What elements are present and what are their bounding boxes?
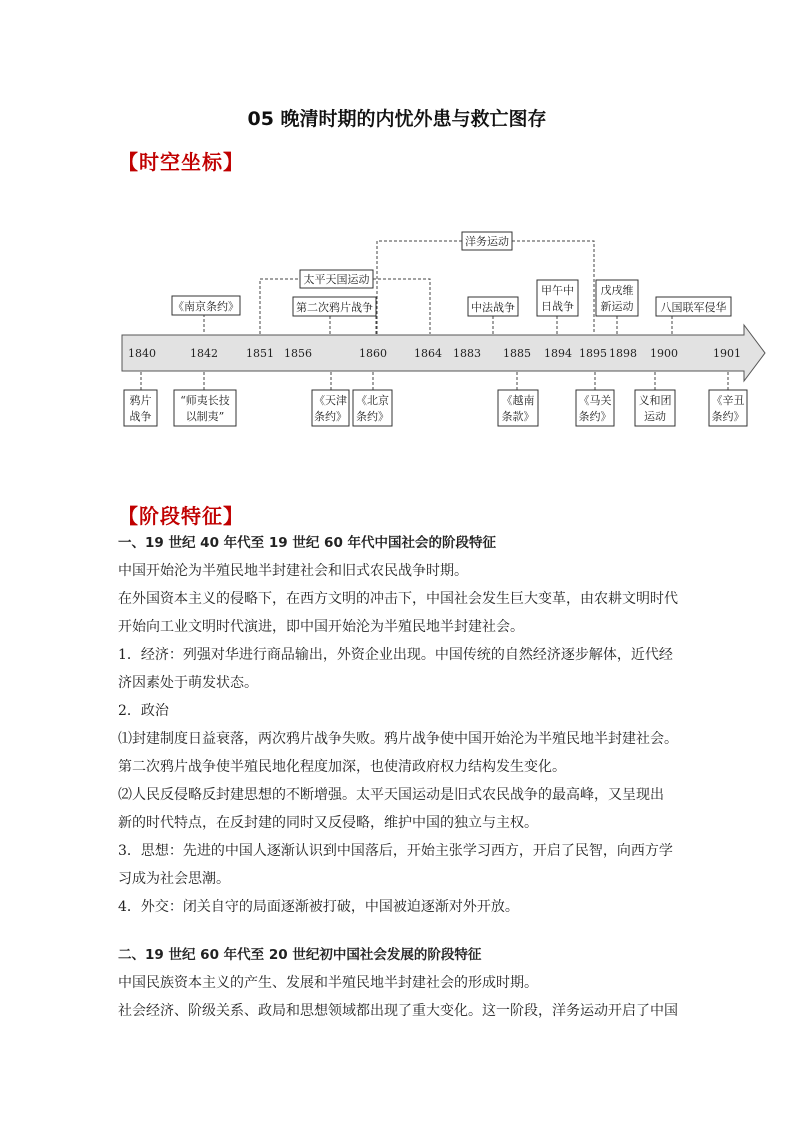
event-tianjin-2: 条约》 xyxy=(314,410,347,423)
paragraph: ⑴封建制度日益衰落，两次鸦片战争失败。鸦片战争使中国开始沦为半殖民地半封建社会。 xyxy=(118,731,678,747)
event-xinchou-2: 条约》 xyxy=(711,410,745,423)
event-opium-war-2: 战争 xyxy=(129,410,152,423)
section-heading-stage: 【阶段特征】 xyxy=(118,504,244,528)
event-yangwu: 洋务运动 xyxy=(465,235,509,248)
year-1900: 1900 xyxy=(650,347,678,360)
year-1860: 1860 xyxy=(359,347,387,360)
event-yuenan-2: 条款》 xyxy=(501,410,535,423)
event-beijing-2: 条约》 xyxy=(356,410,389,423)
year-1885: 1885 xyxy=(503,347,531,360)
paragraph: 开始向工业文明时代演进，即中国开始沦为半殖民地半封建社会。 xyxy=(118,619,524,635)
paragraph: 2．政治 xyxy=(118,703,169,719)
event-wuxu-1: 戊戌维 xyxy=(600,284,634,297)
timeline-diagram xyxy=(0,0,794,440)
paragraph: 新的时代特点，在反封建的同时又反侵略，维护中国的独立与主权。 xyxy=(118,815,538,831)
year-1851: 1851 xyxy=(246,347,274,360)
page-title: 05 晚清时期的内忧外患与救亡图存 xyxy=(247,108,547,130)
event-tianjin-1: 《天津 xyxy=(314,394,347,407)
paragraph: 3．思想：先进的中国人逐渐认识到中国落后，开始主张学习西方，开启了民智，向西方学 xyxy=(118,843,673,859)
event-beijing-1: 《北京 xyxy=(356,394,389,407)
event-jiawu-2: 日战争 xyxy=(541,300,574,313)
event-second-opium-war: 第二次鸦片战争 xyxy=(296,301,373,314)
year-1864: 1864 xyxy=(414,347,442,360)
year-1895: 1895 xyxy=(579,347,607,360)
body-text xyxy=(118,529,688,1025)
heading-stage-1: 一、19 世纪 40 年代至 19 世纪 60 年代中国社会的阶段特征 xyxy=(118,535,497,551)
event-nanjing-treaty: 《南京条约》 xyxy=(173,300,239,313)
event-xinchou-1: 《辛丑 xyxy=(711,394,745,407)
year-1840: 1840 xyxy=(128,347,156,360)
heading-stage-2: 二、19 世纪 60 年代至 20 世纪初中国社会发展的阶段特征 xyxy=(118,947,482,963)
paragraph: 中国开始沦为半殖民地半封建社会和旧式农民战争时期。 xyxy=(118,563,468,579)
paragraph: 第二次鸦片战争使半殖民地化程度加深，也使清政府权力结构发生变化。 xyxy=(118,759,566,775)
event-shiyi-2: 以制夷” xyxy=(185,410,225,423)
event-maguan-1: 《马关 xyxy=(578,394,612,407)
event-eight-nation: 八国联军侵华 xyxy=(660,301,727,314)
year-1842: 1842 xyxy=(190,347,218,360)
paragraph: 社会经济、阶级关系、政局和思想领域都出现了重大变化。这一阶段，洋务运动开启了中国 xyxy=(118,1003,678,1019)
paragraph: 在外国资本主义的侵略下，在西方文明的冲击下，中国社会发生巨大变革，由农耕文明时代 xyxy=(118,591,678,607)
event-boxer-2: 运动 xyxy=(644,410,666,423)
year-1898: 1898 xyxy=(609,347,637,360)
year-1894: 1894 xyxy=(544,347,572,360)
section-heading-timeline: 【时空坐标】 xyxy=(118,150,244,174)
paragraph: ⑵人民反侵略反封建思想的不断增强。太平天国运动是旧式农民战争的最高峰，又呈现出 xyxy=(118,787,664,803)
paragraph: 4．外交：闭关自守的局面逐渐被打破，中国被迫逐渐对外开放。 xyxy=(118,899,519,915)
event-maguan-2: 条约》 xyxy=(578,410,612,423)
event-jiawu-1: 甲午中 xyxy=(541,284,574,297)
paragraph: 济因素处于萌发状态。 xyxy=(118,675,258,691)
year-1901: 1901 xyxy=(713,347,741,360)
event-yuenan-1: 《越南 xyxy=(501,394,535,407)
event-wuxu-2: 新运动 xyxy=(600,300,634,313)
event-sino-french-war: 中法战争 xyxy=(471,301,515,314)
event-opium-war-1: 鸦片 xyxy=(129,394,152,407)
year-1883: 1883 xyxy=(453,347,481,360)
event-boxer-1: 义和团 xyxy=(638,394,672,407)
paragraph: 中国民族资本主义的产生、发展和半殖民地半封建社会的形成时期。 xyxy=(118,975,538,991)
year-1856: 1856 xyxy=(284,347,312,360)
paragraph: 习成为社会思潮。 xyxy=(118,871,230,887)
event-shiyi-1: “师夷长技 xyxy=(180,394,230,407)
event-taiping: 太平天国运动 xyxy=(303,273,370,286)
paragraph: 1．经济：列强对华进行商品输出，外资企业出现。中国传统的自然经济逐步解体，近代经 xyxy=(118,647,673,663)
